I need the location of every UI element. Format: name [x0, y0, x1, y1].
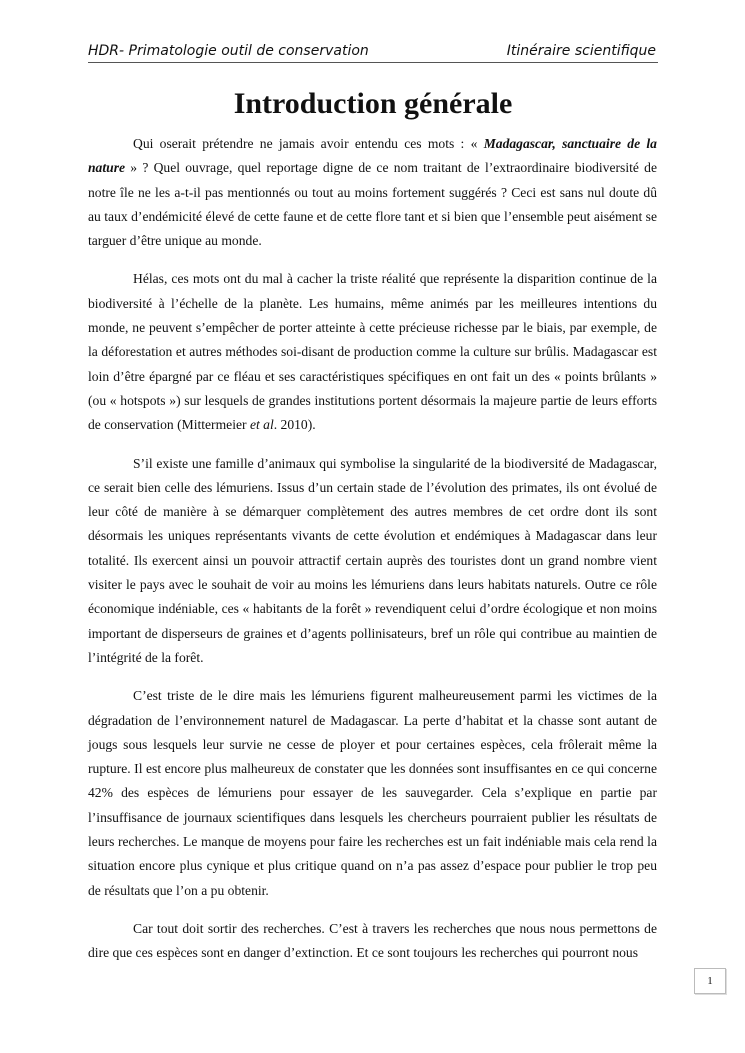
header-left-title: HDR- Primatologie outil de conservation — [88, 43, 369, 59]
paragraph-1-text-b: » ? Quel ouvrage, quel reportage digne de ce nom traitant de l’extraordinaire biodiversité de notre île ne les a-t-il pas mentionnés ou tout au moins fortement suggérés ? Ceci est sans nul doute dû au taux d’endémicité élevé de cette faune et de cette flore tant et si bien que l’ensemble peut aisément se targuer d’être unique au monde. — [88, 160, 657, 249]
emphasis-et-al: et al — [249, 417, 274, 433]
paragraph-4: C’est triste de le dire mais les lémuriens figurent malheureusement parmi les victimes de la dégradation de l’environnement naturel de Madagascar. La perte d’habitat et la chasse sont autant de jougs sous lesquels leur survie ne cesse de ployer et pour certaines espèces, cela frôlerait même la rupture. Il est encore plus malheureux de constater que les données sont insuffisantes en ce qui concerne 42% des espèces de lémuriens pour essayer de les sauvegarder. Cela s’explique en partie par l’insuffisance de journaux scientifiques dans lesquels les chercheurs pourraient publier les résultats de leurs recherches. Le manque de moyens pour faire les recherches est un fait indéniable mais cela rend la situation encore plus cynique et plus critique quand on n’a pas assez d’espace pour publier le trop peu de résultats que l’on a pu obtenir. — [88, 688, 657, 898]
paragraph-2-text-b: . 2010). — [273, 417, 316, 433]
page-header — [88, 40, 658, 63]
paragraph-5: Car tout doit sortir des recherches. C’est à travers les recherches que nous nous permettons de dire que ces espèces sont en danger d’extinction. Et ce sont toujours les recherches qui pourront nous — [88, 920, 657, 961]
paragraph-3: S’il existe une famille d’animaux qui symbolise la singularité de la biodiversité de Madagascar, ce serait bien celle des lémuriens. Issus d’un certain stade de l’évolution des primates, ils ont évolué de leur côté de manière à se démarquer complètement des autres membres de cet ordre dont ils sont désormais les uniques représentants vivants de cette évolution et endémiques à Madagascar dans leur totalité. Ils exercent ainsi un pouvoir attractif certain auprès des touristes dont un grand nombre vient visiter le pays avec le souhait de voir au moins les lémuriens dans leurs habitats naturels. Outre ce rôle économique indéniable, ces « habitants de la forêt » revendiquent celui d’ordre écologique et non moins important de disperseurs de graines et d’agents pollinisateurs, bref un rôle qui contribue au maintien de l’intégrité de la forêt. — [88, 455, 657, 665]
paragraph-2-text-a: Hélas, ces mots ont du mal à cacher la triste réalité que représente la disparition continue de la biodiversité à l’échelle de la planète. Les humains, même animés par les meilleures intentions du monde, ne peuvent s’empêcher de porter atteinte à cette précieuse richesse par le biais, par exemple, de la déforestation et autres méthodes soi-disant de production comme la culture sur brûlis. Madagascar est loin d’être épargné par ce fléau et ses caractéristiques spécifiques en ont fait un des « points brûlants » (ou « hotspots ») sur lesquels de grandes institutions portent désormais la majeure partie de leurs efforts de conservation (Mittermeier — [88, 271, 657, 433]
header-right-title: Itinéraire scientifique — [506, 43, 656, 59]
page-number: 1 — [694, 968, 726, 994]
body-text — [88, 132, 657, 980]
emphasis-madagascar-sanctuaire: Madagascar, sanctuaire de la nature — [88, 136, 657, 176]
paragraph-1-text-a: Qui oserait prétendre ne jamais avoir entendu ces mots : « — [133, 136, 484, 151]
paragraph-2 — [88, 267, 657, 437]
paragraph-1 — [88, 132, 657, 253]
page-title: Introduction générale — [233, 87, 513, 120]
